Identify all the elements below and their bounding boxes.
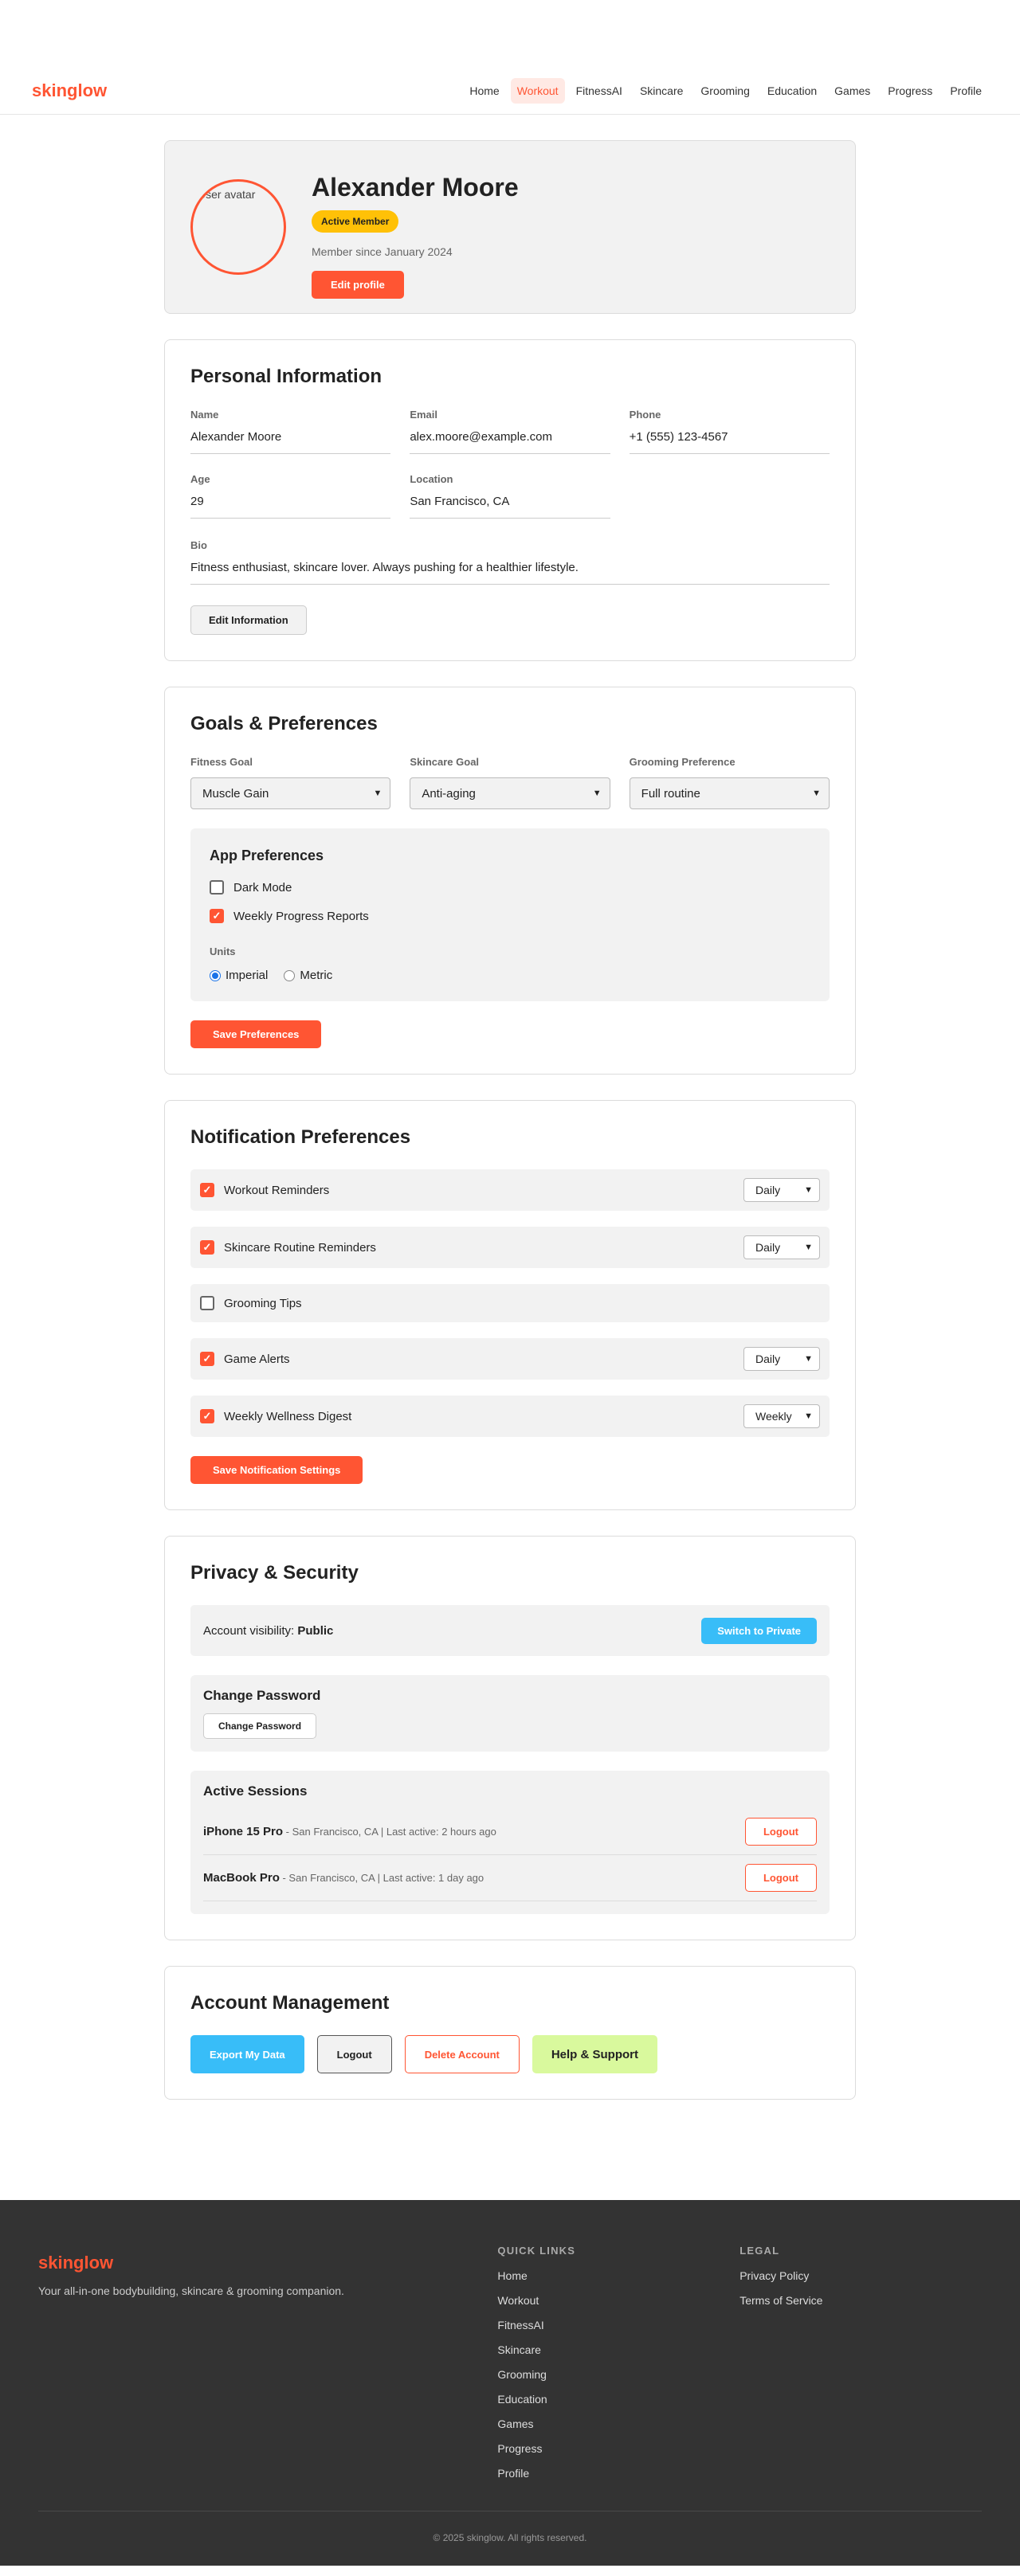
notification-label: Workout Reminders bbox=[224, 1183, 330, 1197]
notification-row bbox=[190, 1227, 830, 1268]
profile-name: Alexander Moore bbox=[312, 173, 519, 202]
notification-checkbox[interactable]: ✓ bbox=[200, 1409, 214, 1423]
radio-imperial[interactable] bbox=[210, 969, 268, 982]
notification-label: Weekly Wellness Digest bbox=[224, 1409, 352, 1423]
email-value: alex.moore@example.com bbox=[410, 430, 610, 454]
notification-checkbox[interactable]: ✓ bbox=[200, 1183, 214, 1197]
section-title: Notification Preferences bbox=[190, 1126, 411, 1148]
notification-label: Grooming Tips bbox=[224, 1296, 302, 1310]
checkbox-label: Weekly Progress Reports bbox=[233, 909, 369, 923]
select-value: Muscle Gain bbox=[202, 786, 269, 801]
export-data-button[interactable]: Export My Data bbox=[190, 2035, 304, 2073]
field-label: Age bbox=[190, 473, 210, 485]
notification-left bbox=[200, 1240, 376, 1255]
nav-link-skincare[interactable]: Skincare bbox=[639, 84, 684, 97]
field-label: Email bbox=[410, 409, 438, 421]
chevron-down-icon: ▼ bbox=[804, 1243, 813, 1252]
nav-link-fitnessai[interactable]: FitnessAI bbox=[575, 84, 622, 97]
subsection-title: Change Password bbox=[203, 1688, 321, 1703]
footer-link-privacy[interactable]: Privacy Policy bbox=[740, 2269, 810, 2282]
age-field bbox=[190, 473, 390, 519]
navbar bbox=[0, 67, 1020, 115]
frequency-select[interactable] bbox=[743, 1235, 820, 1259]
grooming-pref-select[interactable] bbox=[630, 777, 830, 809]
session-logout-button[interactable]: Logout bbox=[745, 1864, 817, 1892]
footer-link-progress[interactable]: Progress bbox=[497, 2442, 543, 2455]
privacy-card bbox=[164, 1536, 856, 1940]
select-value: Weekly bbox=[755, 1410, 792, 1423]
legal-column bbox=[740, 2245, 982, 2492]
footer-link-fitnessai[interactable]: FitnessAI bbox=[497, 2319, 544, 2331]
profile-info bbox=[312, 170, 519, 291]
footer-link-skincare[interactable]: Skincare bbox=[497, 2343, 541, 2356]
main-content bbox=[0, 115, 1020, 2176]
frequency-select[interactable] bbox=[743, 1404, 820, 1428]
field-label: Location bbox=[410, 473, 453, 485]
nav-link-progress[interactable]: Progress bbox=[888, 84, 933, 97]
notification-left bbox=[200, 1183, 329, 1197]
visibility-label: Account visibility: bbox=[203, 1623, 295, 1638]
location-value: San Francisco, CA bbox=[410, 495, 610, 519]
quick-links-column bbox=[497, 2245, 740, 2492]
notification-left bbox=[200, 1352, 290, 1366]
field-label: Grooming Preference bbox=[629, 756, 736, 768]
status-badge: Active Member bbox=[312, 210, 398, 233]
footer-tagline: Your all-in-one bodybuilding, skincare & grooming companion. bbox=[38, 2284, 344, 2297]
session-info bbox=[203, 1825, 496, 1839]
footer-link-education[interactable]: Education bbox=[497, 2393, 547, 2406]
notifications-card bbox=[164, 1100, 856, 1510]
profile-card bbox=[164, 140, 856, 314]
dark-mode-checkbox[interactable] bbox=[210, 880, 224, 895]
footer-heading: LEGAL bbox=[740, 2245, 780, 2257]
session-info bbox=[203, 1871, 484, 1885]
age-value: 29 bbox=[190, 495, 390, 519]
save-notifications-button[interactable]: Save Notification Settings bbox=[190, 1456, 363, 1484]
personal-fields bbox=[190, 409, 830, 519]
notification-left bbox=[200, 1296, 302, 1310]
account-card bbox=[164, 1966, 856, 2100]
footer-link-games[interactable]: Games bbox=[497, 2417, 534, 2430]
goals-card bbox=[164, 687, 856, 1075]
radio-label: Metric bbox=[300, 969, 333, 982]
notification-checkbox[interactable]: ✓ bbox=[200, 1352, 214, 1366]
avatar-alt-text: User avatar bbox=[198, 188, 256, 201]
nav-links bbox=[463, 78, 988, 104]
select-value: Daily bbox=[755, 1241, 781, 1254]
dark-mode-row bbox=[210, 880, 810, 895]
bio-field bbox=[190, 539, 830, 585]
units-label: Units bbox=[210, 945, 236, 957]
notification-checkbox[interactable] bbox=[200, 1296, 214, 1310]
grooming-pref-field bbox=[630, 756, 830, 809]
select-value: Full routine bbox=[641, 786, 700, 801]
brand-logo[interactable]: skinglow bbox=[32, 80, 108, 100]
nav-link-profile[interactable]: Profile bbox=[950, 84, 982, 97]
top-spacer bbox=[0, 0, 1020, 67]
member-since: Member since January 2024 bbox=[312, 245, 453, 258]
chevron-down-icon: ▼ bbox=[804, 1185, 813, 1195]
section-title: Personal Information bbox=[190, 366, 382, 387]
nav-link-grooming[interactable]: Grooming bbox=[700, 84, 750, 97]
active-sessions-box bbox=[190, 1771, 830, 1914]
subsection-title: Active Sessions bbox=[203, 1783, 308, 1799]
skincare-goal-field bbox=[410, 756, 610, 809]
select-value: Anti-aging bbox=[422, 786, 476, 801]
footer-heading: QUICK LINKS bbox=[497, 2245, 576, 2257]
chevron-down-icon: ▼ bbox=[373, 789, 382, 798]
session-row bbox=[203, 1855, 817, 1901]
weekly-reports-checkbox[interactable]: ✓ bbox=[210, 909, 224, 923]
frequency-select[interactable] bbox=[743, 1178, 820, 1202]
edit-profile-button[interactable]: Edit profile bbox=[312, 271, 404, 299]
change-password-button[interactable]: Change Password bbox=[203, 1713, 316, 1739]
fitness-goal-field bbox=[190, 756, 390, 809]
chevron-down-icon: ▼ bbox=[804, 1411, 813, 1421]
name-field bbox=[190, 409, 390, 454]
footer-top bbox=[38, 2245, 982, 2492]
switch-private-button[interactable]: Switch to Private bbox=[701, 1618, 817, 1644]
notification-checkbox[interactable]: ✓ bbox=[200, 1240, 214, 1255]
footer-link-workout[interactable]: Workout bbox=[497, 2294, 539, 2307]
session-device: iPhone 15 Pro bbox=[203, 1824, 284, 1838]
copyright: © 2025 skinglow. All rights reserved. bbox=[38, 2511, 982, 2543]
radio-metric[interactable] bbox=[284, 969, 332, 982]
notification-row bbox=[190, 1396, 830, 1437]
session-meta: - San Francisco, CA | Last active: 2 hours ago bbox=[283, 1825, 496, 1838]
skincare-goal-select[interactable] bbox=[410, 777, 610, 809]
frequency-select[interactable] bbox=[743, 1347, 820, 1371]
visibility-text bbox=[203, 1624, 333, 1638]
select-value: Daily bbox=[755, 1184, 781, 1196]
visibility-value: Public bbox=[297, 1623, 334, 1638]
weekly-reports-row bbox=[210, 909, 810, 923]
phone-value: +1 (555) 123-4567 bbox=[630, 430, 830, 454]
section-title: Account Management bbox=[190, 1992, 390, 2014]
phone-field bbox=[630, 409, 830, 454]
account-actions bbox=[190, 2035, 830, 2073]
radio-button[interactable] bbox=[284, 970, 295, 981]
nav-link-games[interactable]: Games bbox=[834, 84, 871, 97]
chevron-down-icon: ▼ bbox=[804, 1354, 813, 1364]
field-label: Bio bbox=[190, 539, 207, 551]
notification-label: Skincare Routine Reminders bbox=[224, 1240, 376, 1255]
footer-link-grooming[interactable]: Grooming bbox=[497, 2368, 547, 2381]
session-logout-button[interactable]: Logout bbox=[745, 1818, 817, 1846]
edit-information-button[interactable]: Edit Information bbox=[190, 605, 307, 635]
nav-link-education[interactable]: Education bbox=[767, 84, 818, 97]
section-title: Goals & Preferences bbox=[190, 713, 378, 734]
email-field bbox=[410, 409, 610, 454]
goal-selects bbox=[190, 756, 830, 809]
footer-link-home[interactable]: Home bbox=[497, 2269, 528, 2282]
session-device: MacBook Pro bbox=[203, 1870, 280, 1885]
notification-row bbox=[190, 1169, 830, 1211]
section-title: Privacy & Security bbox=[190, 1562, 359, 1584]
chevron-down-icon: ▼ bbox=[592, 789, 602, 798]
name-value: Alexander Moore bbox=[190, 430, 390, 454]
footer bbox=[0, 2200, 1020, 2566]
checkbox-label: Dark Mode bbox=[233, 880, 292, 895]
help-support-button[interactable]: Help & Support bbox=[532, 2035, 657, 2073]
footer-link-profile[interactable]: Profile bbox=[497, 2467, 530, 2480]
field-label: Phone bbox=[629, 409, 661, 421]
notification-left bbox=[200, 1409, 351, 1423]
personal-info-card bbox=[164, 339, 856, 661]
fitness-goal-select[interactable] bbox=[190, 777, 390, 809]
radio-label: Imperial bbox=[226, 969, 269, 982]
session-row bbox=[203, 1809, 817, 1855]
change-password-box bbox=[190, 1675, 830, 1752]
location-field bbox=[410, 473, 610, 519]
bio-value: Fitness enthusiast, skincare lover. Always pushing for a healthier lifestyle. bbox=[190, 561, 830, 585]
field-label: Name bbox=[190, 409, 219, 421]
session-meta: - San Francisco, CA | Last active: 1 day ago bbox=[279, 1871, 484, 1884]
notification-row bbox=[190, 1284, 830, 1322]
notification-row bbox=[190, 1338, 830, 1380]
visibility-row bbox=[190, 1605, 830, 1656]
nav-link-workout[interactable]: Workout bbox=[511, 78, 565, 104]
footer-logo[interactable]: skinglow bbox=[38, 2253, 114, 2273]
subsection-title: App Preferences bbox=[210, 848, 324, 863]
logout-button[interactable]: Logout bbox=[317, 2035, 392, 2073]
delete-account-button[interactable]: Delete Account bbox=[405, 2035, 520, 2073]
units-radio-group bbox=[210, 969, 810, 982]
save-preferences-button[interactable]: Save Preferences bbox=[190, 1020, 321, 1048]
footer-link-terms[interactable]: Terms of Service bbox=[740, 2294, 823, 2307]
field-label: Skincare Goal bbox=[410, 756, 480, 768]
select-value: Daily bbox=[755, 1353, 781, 1365]
radio-button[interactable] bbox=[210, 970, 221, 981]
footer-brand bbox=[38, 2245, 497, 2492]
avatar bbox=[190, 179, 286, 275]
nav-link-home[interactable]: Home bbox=[469, 84, 500, 97]
chevron-down-icon: ▼ bbox=[812, 789, 821, 798]
notification-label: Game Alerts bbox=[224, 1352, 290, 1366]
field-label: Fitness Goal bbox=[190, 756, 253, 768]
app-preferences-box bbox=[190, 828, 830, 1001]
